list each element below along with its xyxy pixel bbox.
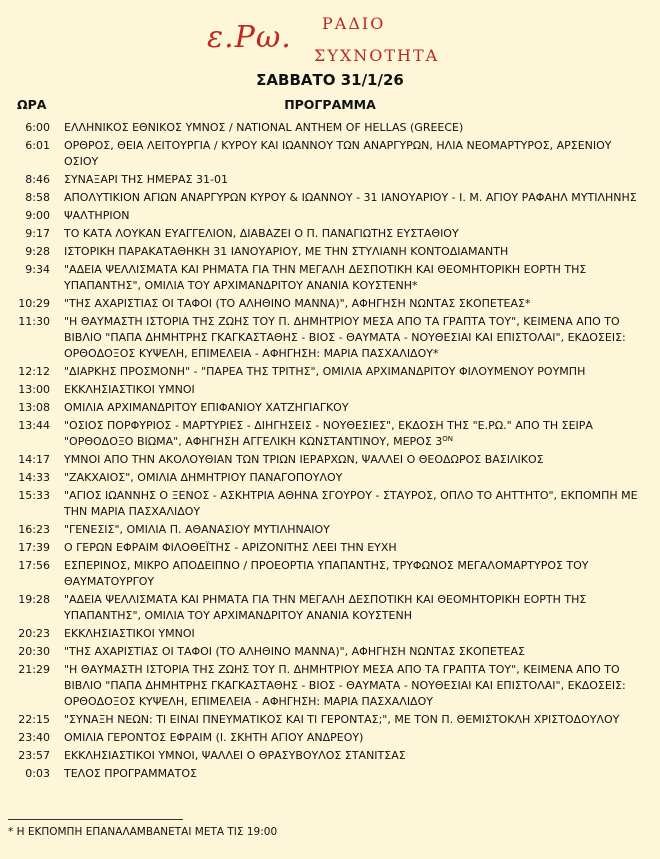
- schedule-time: 9:34: [25, 263, 50, 276]
- schedule-description-text: "ΑΓΙΟΣ ΙΩΑΝΝΗΣ Ο ΞΕΝΟΣ - ΑΣΚΗΤΡΙΑ ΑΘΗΝΑ ΣΓΟΥΡΟΥ - ΣΤΑΥΡΟΣ, ΟΠΛΟ ΤΟ ΑΗΤΤΗΤΟ", ΕΚΠΟΜΠΗ ΜΕ ΤΗΝ ΜΑΡΙΑ ΠΑΣΧΑΛΙΔΟΥ: [64, 489, 638, 518]
- schedule-time: 20:23: [18, 627, 50, 640]
- schedule-row: [0, 766, 660, 782]
- schedule-description-text: ΤΕΛΟΣ ΠΡΟΓΡΑΜΜΑΤΟΣ: [64, 767, 197, 780]
- schedule-row: [0, 226, 660, 242]
- schedule-time: 15:33: [18, 489, 50, 502]
- schedule-time: 9:00: [25, 209, 50, 222]
- schedule-row: [0, 296, 660, 312]
- schedule-time: 8:58: [25, 191, 50, 204]
- schedule-description-text: ΑΠΟΛΥΤΙΚΙΟΝ ΑΓΙΩΝ ΑΝΑΡΓΥΡΩΝ ΚΥΡΟΥ & ΙΩΑΝΝΟΥ - 31 ΙΑΝΟΥΑΡΙΟΥ - Ι. Μ. ΑΓΙΟΥ ΡΑΦΑΗΛ ΜΥΤΙΛΗΝΗΣ: [64, 191, 637, 204]
- schedule-row: [0, 418, 660, 450]
- schedule-description: [64, 382, 639, 398]
- logo-main-text: ε.Ρω.: [207, 20, 292, 55]
- schedule-description-text: "ΓΕΝΕΣΙΣ", ΟΜΙΛΙΑ Π. ΑΘΑΝΑΣΙΟΥ ΜΥΤΙΛΗΝΑΙΟΥ: [64, 523, 330, 536]
- schedule-description-text: "ΔΙΑΡΚΗΣ ΠΡΟΣΜΟΝΗ" - "ΠΑΡΕΑ ΤΗΣ ΤΡΙΤΗΣ", ΟΜΙΛΙΑ ΑΡΧΙΜΑΝΔΡΙΤΟΥ ΦΙΛΟΥΜΕΝΟΥ ΡΟΥΜΠΗ: [64, 365, 586, 378]
- schedule-row: [0, 592, 660, 624]
- schedule-time: 21:29: [18, 663, 50, 676]
- schedule-row: [0, 382, 660, 398]
- schedule-time: 17:39: [18, 541, 50, 554]
- schedule-time: 14:17: [18, 453, 50, 466]
- schedule-description: [64, 296, 639, 312]
- schedule-row: [0, 208, 660, 224]
- schedule-row: [0, 540, 660, 556]
- schedule-row: [0, 452, 660, 468]
- schedule-time: 12:12: [18, 365, 50, 378]
- schedule-description: [64, 208, 639, 224]
- schedule-description: [64, 364, 639, 380]
- schedule-description: [64, 314, 639, 362]
- schedule-time: 6:00: [25, 121, 50, 134]
- schedule-row: [0, 712, 660, 728]
- schedule-time: 22:15: [18, 713, 50, 726]
- schedule-description: [64, 400, 639, 416]
- schedule-description: [64, 244, 639, 260]
- schedule-time: 16:23: [18, 523, 50, 536]
- schedule-list: [0, 120, 660, 784]
- schedule-row: [0, 470, 660, 486]
- schedule-description: [64, 452, 639, 468]
- schedule-time: 20:30: [18, 645, 50, 658]
- schedule-description: [64, 190, 639, 206]
- schedule-description-text: ΕΚΚΛΗΣΙΑΣΤΙΚΟΙ ΥΜΝΟΙ, ΨΑΛΛΕΙ Ο ΘΡΑΣΥΒΟΥΛΟΣ ΣΤΑΝΙΤΣΑΣ: [64, 749, 406, 762]
- schedule-time: 6:01: [25, 139, 50, 152]
- schedule-description-text: "ΟΣΙΟΣ ΠΟΡΦΥΡΙΟΣ - ΜΑΡΤΥΡΙΕΣ - ΔΙΗΓΗΣΕΙΣ - ΝΟΥΘΕΣΙΕΣ", ΕΚΔΟΣΗ ΤΗΣ "Ε.ΡΩ." ΑΠΟ ΤΗ ΣΕΙΡΑ "ΟΡΘΟΔΟΞΟ ΒΙΩΜΑ", ΑΦΗΓΗΣΗ ΑΓΓΕΛΙΚΗ ΚΩΝΣΤΑΝΤΙΝΟΥ, ΜΕΡΟΣ 3: [64, 419, 593, 448]
- schedule-description-text: ΕΚΚΛΗΣΙΑΣΤΙΚΟΙ ΥΜΝΟΙ: [64, 627, 195, 640]
- schedule-row: [0, 314, 660, 362]
- schedule-description: [64, 470, 639, 486]
- schedule-time: 17:56: [18, 559, 50, 572]
- schedule-description-text: ΕΛΛΗΝΙΚΟΣ ΕΘΝΙΚΟΣ ΥΜΝΟΣ / NATIONAL ANTHEM OF HELLAS (GREECE): [64, 121, 464, 134]
- schedule-description: [64, 540, 639, 556]
- schedule-time: 10:29: [18, 297, 50, 310]
- schedule-description-text: ΟΜΙΛΙΑ ΑΡΧΙΜΑΝΔΡΙΤΟΥ ΕΠΙΦΑΝΙΟΥ ΧΑΤΖΗΓΙΑΓΚΟΥ: [64, 401, 349, 414]
- schedule-description: [64, 766, 639, 782]
- schedule-row: [0, 400, 660, 416]
- logo-radio-text: ΡΑΔΙΟ: [322, 14, 386, 33]
- schedule-time: 19:28: [18, 593, 50, 606]
- schedule-description: [64, 730, 639, 746]
- schedule-description-text: "ΑΔΕΙΑ ΨΕΛΛΙΣΜΑΤΑ ΚΑΙ ΡΗΜΑΤΑ ΓΙΑ ΤΗΝ ΜΕΓΑΛΗ ΔΕΣΠΟΤΙΚΗ ΚΑΙ ΘΕΟΜΗΤΟΡΙΚΗ ΕΟΡΤΗ ΤΗΣ ΥΠΑΠΑΝΤΗΣ", ΟΜΙΛΙΑ ΤΟΥ ΑΡΧΙΜΑΝΔΡΙΤΟΥ ΑΝΑΝΙΑ ΚΟΥΣΤΕΝΗ: [64, 593, 587, 622]
- station-logo: [0, 8, 660, 70]
- time-column-header: ΩΡΑ: [17, 97, 47, 112]
- schedule-row: [0, 172, 660, 188]
- schedule-description-text: ΟΜΙΛΙΑ ΓΕΡΟΝΤΟΣ ΕΦΡΑΙΜ (Ι. ΣΚΗΤΗ ΑΓΙΟΥ ΑΝΔΡΕΟΥ): [64, 731, 364, 744]
- schedule-row: [0, 730, 660, 746]
- schedule-time: 11:30: [18, 315, 50, 328]
- schedule-description-text: ΟΡΘΡΟΣ, ΘΕΙΑ ΛΕΙΤΟΥΡΓΙΑ / ΚΥΡΟΥ ΚΑΙ ΙΩΑΝΝΟΥ ΤΩΝ ΑΝΑΡΓΥΡΩΝ, ΗΛΙΑ ΝΕΟΜΑΡΤΥΡΟΣ, ΑΡΣΕΝΙΟΥ ΟΣΙΟΥ: [64, 139, 612, 168]
- schedule-description: [64, 644, 639, 660]
- schedule-row: [0, 522, 660, 538]
- schedule-description-text: "ΤΗΣ ΑΧΑΡΙΣΤΙΑΣ ΟΙ ΤΑΦΟΙ (ΤΟ ΑΛΗΘΙΝΟ ΜΑΝΝΑ)", ΑΦΗΓΗΣΗ ΝΩΝΤΑΣ ΣΚΟΠΕΤΕΑΣ*: [64, 297, 531, 310]
- schedule-description-text: "ΣΥΝΑΞΗ ΝΕΩΝ: ΤΙ ΕΙΝΑΙ ΠΝΕΥΜΑΤΙΚΟΣ ΚΑΙ ΤΙ ΓΕΡΟΝΤΑΣ;", ΜΕ ΤΟΝ Π. ΘΕΜΙΣΤΟΚΛΗ ΧΡΙΣΤΟΔΟΥΛΟΥ: [64, 713, 620, 726]
- schedule-description-text: "Η ΘΑΥΜΑΣΤΗ ΙΣΤΟΡΙΑ ΤΗΣ ΖΩΗΣ ΤΟΥ Π. ΔΗΜΗΤΡΙΟΥ ΜΕΣΑ ΑΠΟ ΤΑ ΓΡΑΠΤΑ ΤΟΥ", ΚΕΙΜΕΝΑ ΑΠΟ ΤΟ ΒΙΒΛΙΟ "ΠΑΠΑ ΔΗΜΗΤΡΗΣ ΓΚΑΓΚΑΣΤΑΘΗΣ - ΒΙΟΣ - ΘΑΥΜΑΤΑ - ΝΟΥΘΕΣΙΑΙ ΚΑΙ ΕΠΙΣΤΟΛΑΙ", ΕΚΔΟΣΕΙΣ: ΟΡΘΟΔΟΞΟΣ ΚΥΨΕΛΗ, ΕΠΙΜΕΛΕΙΑ - ΑΦΗΓΗΣΗ: ΜΑΡΙΑ ΠΑΣΧΑΛΙΔΟΥ: [64, 663, 626, 708]
- schedule-description: [64, 748, 639, 764]
- schedule-description: [64, 558, 639, 590]
- schedule-description: [64, 138, 639, 170]
- schedule-time: 13:00: [18, 383, 50, 396]
- schedule-row: [0, 558, 660, 590]
- schedule-time: 13:08: [18, 401, 50, 414]
- ordinal-suffix: ΟΝ: [442, 435, 454, 443]
- schedule-description: [64, 626, 639, 642]
- footnote: * Η ΕΚΠΟΜΠΗ ΕΠΑΝΑΛΑΜΒΑΝΕΤΑΙ ΜΕΤΑ ΤΙΣ 19:00: [8, 826, 278, 838]
- schedule-description-text: ΣΥΝΑΞΑΡΙ ΤΗΣ ΗΜΕΡΑΣ 31-01: [64, 173, 228, 186]
- schedule-description-text: ΕΣΠΕΡΙΝΟΣ, ΜΙΚΡΟ ΑΠΟΔΕΙΠΝΟ / ΠΡΟΕΟΡΤΙΑ ΥΠΑΠΑΝΤΗΣ, ΤΡΥΦΩΝΟΣ ΜΕΓΑΛΟΜΑΡΤΥΡΟΣ ΤΟΥ ΘΑΥΜΑΤΟΥΡΓΟΥ: [64, 559, 589, 588]
- schedule-description: [64, 662, 639, 710]
- schedule-description-text: Ο ΓΕΡΩΝ ΕΦΡΑΙΜ ΦΙΛΟΘΕΪΤΗΣ - ΑΡΙΖΟΝΙΤΗΣ ΛΕΕΙ ΤΗΝ ΕΥΧΗ: [64, 541, 397, 554]
- schedule-description-text: ΕΚΚΛΗΣΙΑΣΤΙΚΟΙ ΥΜΝΟΙ: [64, 383, 195, 396]
- schedule-row: [0, 244, 660, 260]
- page-title: ΣΑΒΒΑΤΟ 31/1/26: [256, 71, 404, 89]
- schedule-description-text: ΥΜΝΟΙ ΑΠΟ ΤΗΝ ΑΚΟΛΟΥΘΙΑΝ ΤΩΝ ΤΡΙΩΝ ΙΕΡΑΡΧΩΝ, ΨΑΛΛΕΙ Ο ΘΕΟΔΩΡΟΣ ΒΑΣΙΛΙΚΟΣ: [64, 453, 544, 466]
- schedule-time: 9:28: [25, 245, 50, 258]
- schedule-time: 23:40: [18, 731, 50, 744]
- schedule-time: 8:46: [25, 173, 50, 186]
- schedule-row: [0, 644, 660, 660]
- schedule-row: [0, 190, 660, 206]
- schedule-row: [0, 748, 660, 764]
- schedule-row: [0, 626, 660, 642]
- schedule-description-text: ΨΑΛΤΗΡΙΟΝ: [64, 209, 130, 222]
- schedule-time: 9:17: [25, 227, 50, 240]
- schedule-row: [0, 120, 660, 136]
- schedule-description: [64, 522, 639, 538]
- schedule-description: [64, 488, 639, 520]
- logo-frequency-text: ΣΥΧΝΟΤΗΤΑ: [314, 46, 440, 65]
- schedule-row: [0, 364, 660, 380]
- schedule-description: [64, 120, 639, 136]
- schedule-description-text: ΙΣΤΟΡΙΚΗ ΠΑΡΑΚΑΤΑΘΗΚΗ 31 ΙΑΝΟΥΑΡΙΟΥ, ΜΕ ΤΗΝ ΣΤΥΛΙΑΝΗ ΚΟΝΤΟΔΙΑΜΑΝΤΗ: [64, 245, 509, 258]
- schedule-description-text: ΤΟ ΚΑΤΑ ΛΟΥΚΑΝ ΕΥΑΓΓΕΛΙΟΝ, ΔΙΑΒΑΖΕΙ Ο Π. ΠΑΝΑΓΙΩΤΗΣ ΕΥΣΤΑΘΙΟΥ: [64, 227, 459, 240]
- schedule-time: 0:03: [25, 767, 50, 780]
- schedule-row: [0, 662, 660, 710]
- schedule-time: 23:57: [18, 749, 50, 762]
- footnote-divider: [8, 819, 183, 820]
- schedule-description: [64, 262, 639, 294]
- schedule-description: [64, 226, 639, 242]
- program-column-header: ΠΡΟΓΡΑΜΜΑ: [284, 97, 376, 112]
- schedule-row: [0, 262, 660, 294]
- schedule-row: [0, 488, 660, 520]
- schedule-description-text: "Η ΘΑΥΜΑΣΤΗ ΙΣΤΟΡΙΑ ΤΗΣ ΖΩΗΣ ΤΟΥ Π. ΔΗΜΗΤΡΙΟΥ ΜΕΣΑ ΑΠΟ ΤΑ ΓΡΑΠΤΑ ΤΟΥ", ΚΕΙΜΕΝΑ ΑΠΟ ΤΟ ΒΙΒΛΙΟ "ΠΑΠΑ ΔΗΜΗΤΡΗΣ ΓΚΑΓΚΑΣΤΑΘΗΣ - ΒΙΟΣ - ΘΑΥΜΑΤΑ - ΝΟΥΘΕΣΙΑΙ ΚΑΙ ΕΠΙΣΤΟΛΑΙ", ΕΚΔΟΣΕΙΣ: ΟΡΘΟΔΟΞΟΣ ΚΥΨΕΛΗ, ΕΠΙΜΕΛΕΙΑ - ΑΦΗΓΗΣΗ: ΜΑΡΙΑ ΠΑΣΧΑΛΙΔΟΥ*: [64, 315, 626, 360]
- schedule-description: [64, 592, 639, 624]
- schedule-description: [64, 712, 639, 728]
- schedule-description-text: "ΑΔΕΙΑ ΨΕΛΛΙΣΜΑΤΑ ΚΑΙ ΡΗΜΑΤΑ ΓΙΑ ΤΗΝ ΜΕΓΑΛΗ ΔΕΣΠΟΤΙΚΗ ΚΑΙ ΘΕΟΜΗΤΟΡΙΚΗ ΕΟΡΤΗ ΤΗΣ ΥΠΑΠΑΝΤΗΣ", ΟΜΙΛΙΑ ΤΟΥ ΑΡΧΙΜΑΝΔΡΙΤΟΥ ΑΝΑΝΙΑ ΚΟΥΣΤΕΝΗ*: [64, 263, 587, 292]
- schedule-description-text: "ΤΗΣ ΑΧΑΡΙΣΤΙΑΣ ΟΙ ΤΑΦΟΙ (ΤΟ ΑΛΗΘΙΝΟ ΜΑΝΝΑ)", ΑΦΗΓΗΣΗ ΝΩΝΤΑΣ ΣΚΟΠΕΤΕΑΣ: [64, 645, 525, 658]
- schedule-description: [64, 418, 639, 450]
- schedule-time: 14:33: [18, 471, 50, 484]
- schedule-time: 13:44: [18, 419, 50, 432]
- schedule-row: [0, 138, 660, 170]
- schedule-description-text: "ΖΑΚΧΑΙΟΣ", ΟΜΙΛΙΑ ΔΗΜΗΤΡΙΟΥ ΠΑΝΑΓΟΠΟΥΛΟΥ: [64, 471, 343, 484]
- schedule-description: [64, 172, 639, 188]
